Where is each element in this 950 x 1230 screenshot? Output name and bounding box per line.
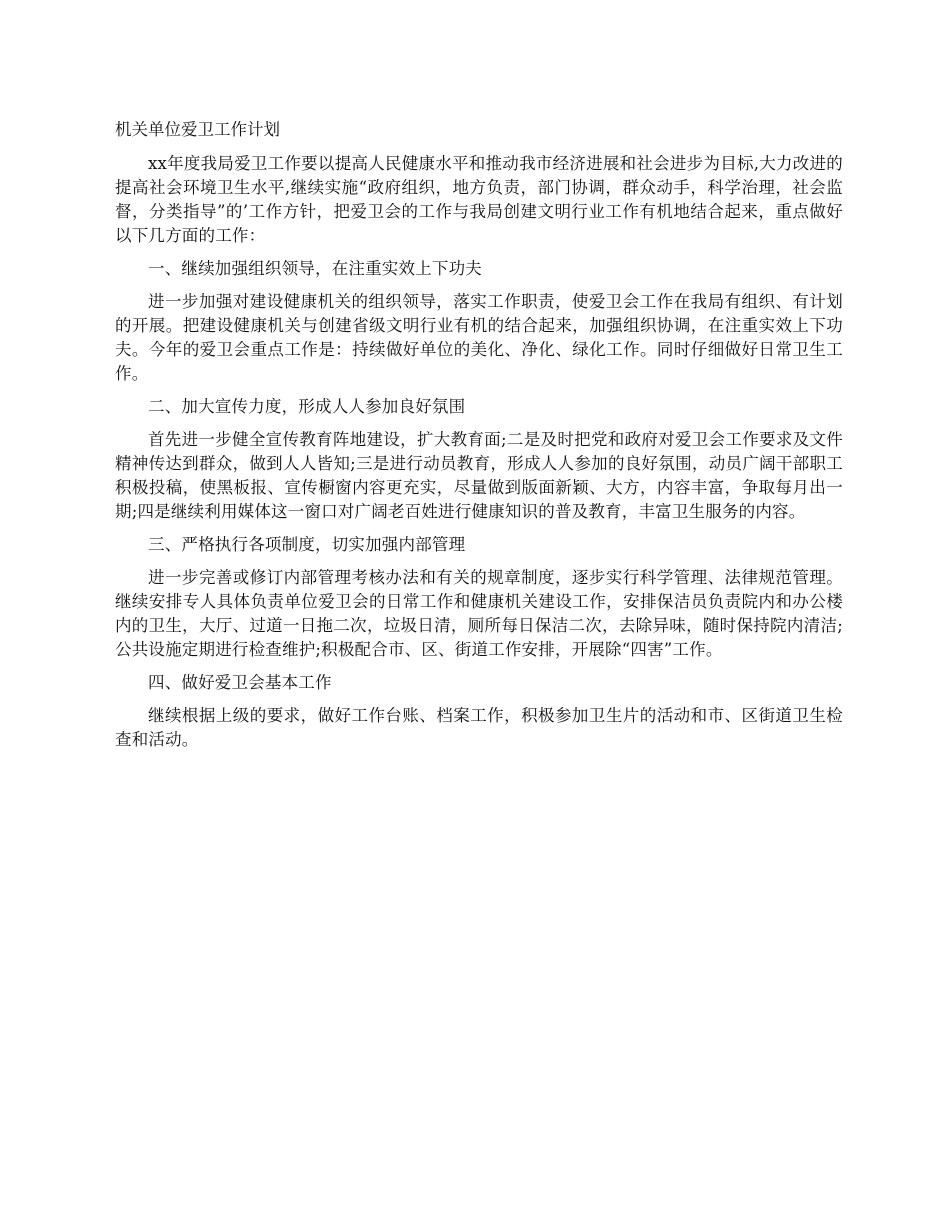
section-heading-4: 四、做好爱卫会基本工作 bbox=[148, 673, 332, 692]
section-heading-2: 二、加大宣传力度，形成人人参加良好氛围 bbox=[148, 397, 466, 416]
section-body-4: 继续根据上级的要求，做好工作台账、档案工作，积极参加卫生片的活动和市、区街道卫生检查和活动。 bbox=[115, 706, 843, 749]
intro-paragraph: xx年度我局爱卫工作要以提高人民健康水平和推动我市经济进展和社会进步为目标,大力改进的提高社会环境卫生水平,继续实施“政府组织，地方负责，部门协调，群众动手，科学治理，社会监督，分类指导”的’工作方针，把爱卫会的工作与我局创建文明行业工作有机地结合起来，重点做好以下几方面的工作： bbox=[115, 154, 843, 245]
document-page bbox=[115, 118, 843, 761]
section-heading-1: 一、继续加强组织领导，在注重实效上下功夫 bbox=[148, 259, 482, 278]
section-body-1: 进一步加强对建设健康机关的组织领导，落实工作职责，使爱卫会工作在我局有组织、有计划的开展。把建设健康机关与创建省级文明行业有机的结合起来，加强组织协调，在注重实效上下功夫。今年的爱卫会重点工作是：持续做好单位的美化、净化、绿化工作。同时仔细做好日常卫生工作。 bbox=[115, 292, 843, 383]
document-title: 机关单位爱卫工作计划 bbox=[115, 120, 280, 139]
section-body-2: 首先进一步健全宣传教育阵地建设，扩大教育面;二是及时把党和政府对爱卫会工作要求及文件精神传达到群众，做到人人皆知;三是进行动员教育，形成人人参加的良好氛围，动员广阔干部职工积极投稿，使黑板报、宣传橱窗内容更充实，尽量做到版面新颖、大方，内容丰富，争取每月出一期;四是继续利用媒体这一窗口对广阔老百姓进行健康知识的普及教育，丰富卫生服务的内容。 bbox=[115, 430, 843, 521]
section-body-3: 进一步完善或修订内部管理考核办法和有关的规章制度，逐步实行科学管理、法律规范管理。继续安排专人具体负责单位爱卫会的日常工作和健康机关建设工作，安排保洁员负责院内和办公楼内的卫生，大厅、过道一日拖二次，垃圾日清，厕所每日保洁二次，去除异味，随时保持院内清洁;公共设施定期进行检查维护;积极配合市、区、街道工作安排，开展除“四害”工作。 bbox=[115, 568, 843, 659]
section-heading-3: 三、严格执行各项制度，切实加强内部管理 bbox=[148, 535, 466, 554]
